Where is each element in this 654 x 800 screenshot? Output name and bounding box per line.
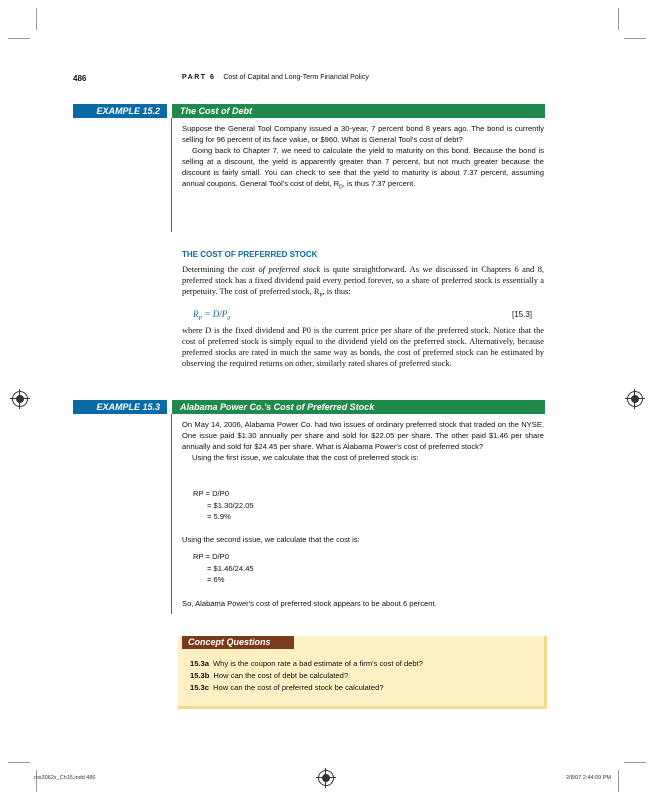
part-title: Cost of Capital and Long-Term Financial Policy	[223, 74, 369, 81]
example-title: Alabama Power Co.'s Cost of Preferred Stock	[172, 400, 545, 414]
crop-mark	[8, 762, 30, 763]
paragraph: Using the second issue, we calculate that the cost is:	[182, 535, 360, 544]
example-rule	[171, 414, 172, 614]
list-item: 15.3b How can the cost of debt be calculated?	[190, 671, 349, 680]
paragraph: Going back to Chapter 7, we need to calculate the yield to maturity on this bond. Because the bond is selling at a discount, the yield is apparently greater than 7 percent, but not much greater because the discount is fairly small. You can check to see that the yield to maturity is about 7.37 percent, assuming annual coupons. General Tool's cost of debt, $R_D$, is thus 7.37 percent.	[182, 146, 544, 191]
registration-mark-icon	[627, 391, 643, 407]
calc-line: = $1.46/24.45	[207, 563, 254, 573]
part-label: PART 6	[182, 74, 216, 81]
equation: $R_P = D/P_0$	[193, 309, 231, 322]
concept-questions-list	[190, 658, 540, 694]
calc-line: RP = D/P0	[193, 552, 229, 561]
crop-mark	[618, 8, 619, 30]
paragraph: where D is the fixed dividend and P0 is the current price per share of the preferred stock. Notice that the cost of preferred stock is simply equal to the dividend yield on the preferred stock. Alternatively, because preferred stocks are rated in much the same way as bonds, the cost of preferred stock can be estimated by observing the required returns on other, similarly rated shares of preferred stock.	[182, 326, 544, 368]
calculation-block	[193, 551, 393, 586]
example-label: EXAMPLE 15.2	[73, 104, 167, 118]
crop-mark	[8, 38, 30, 39]
equation-number: [15.3]	[512, 310, 533, 319]
concept-questions-title: Concept Questions	[182, 636, 294, 649]
registration-mark-icon	[318, 770, 334, 786]
list-item: 15.3c How can the cost of preferred stock be calculated?	[190, 683, 384, 692]
section-body	[182, 325, 544, 369]
calc-line: RP = D/P0	[193, 489, 229, 498]
paragraph: Suppose the General Tool Company issued a 30-year, 7 percent bond 8 years ago. The bond is currently selling for 96 percent of its face value, or $960. What is General Tool's cost of debt?	[182, 124, 544, 144]
section-body	[182, 264, 544, 302]
crop-mark	[618, 770, 619, 792]
example-title: The Cost of Debt	[172, 104, 545, 118]
calculation-block	[193, 488, 393, 523]
running-header	[182, 74, 369, 81]
example-body	[182, 419, 544, 463]
section-heading: THE COST OF PREFERRED STOCK	[182, 250, 318, 259]
example-rule	[171, 118, 172, 232]
page-number: 486	[73, 74, 87, 83]
calc-line: = 6%	[207, 575, 225, 584]
crop-mark	[624, 762, 646, 763]
calc-line: = $1.30/22.05	[207, 500, 254, 510]
paragraph: Using the first issue, we calculate that the cost of preferred stock is:	[192, 453, 419, 462]
calc-line: = 5.9%	[207, 512, 231, 521]
example-label: EXAMPLE 15.3	[73, 400, 167, 414]
list-item: 15.3a Why is the coupon rate a bad estimate of a firm's cost of debt?	[190, 659, 423, 668]
example-body	[182, 123, 544, 194]
crop-mark	[36, 8, 37, 30]
paragraph: On May 14, 2006, Alabama Power Co. had two issues of ordinary preferred stock that traded on the NYSE. One issue paid $1.30 annually per share and sold for $22.05 per share. The other paid $1.46 per share annually and sold for $24.45 per share. What is Alabama Power's cost of preferred stock?	[182, 420, 544, 451]
footer-file: ros3062x_Ch15.indd 486	[34, 775, 96, 781]
paragraph: So, Alabama Power's cost of preferred stock appears to be about 6 percent.	[182, 599, 437, 608]
registration-mark-icon	[12, 391, 28, 407]
footer-timestamp: 2/8/07 2:44:09 PM	[566, 775, 611, 781]
paragraph: Determining the cost of preferred stock is quite straightforward. As we discussed in Chapters 6 and 8, preferred stock has a fixed dividend paid every period forever, so a share of preferred stock is essentially a perpetuity. The cost of preferred stock, $R_P$, is thus:	[182, 265, 544, 299]
crop-mark	[624, 38, 646, 39]
crop-mark	[36, 770, 37, 792]
